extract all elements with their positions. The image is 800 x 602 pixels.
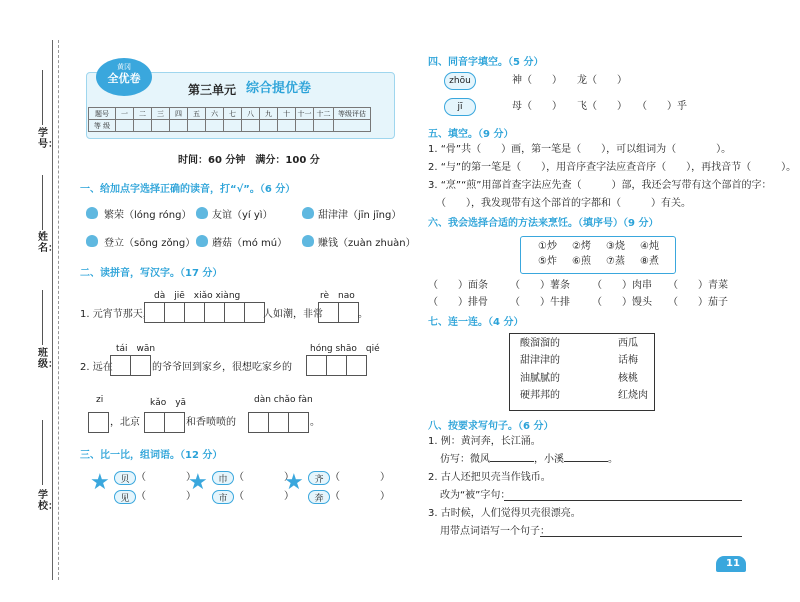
score-header-cell: 十二	[314, 108, 334, 120]
match-left[interactable]: 甜津津的	[520, 355, 560, 366]
match-right[interactable]: 西瓜	[618, 338, 638, 349]
q5-line1: 1. “骨”共（ ）画，第一笔是（ ），可以组词为（ ）。	[428, 144, 732, 155]
q6-blank[interactable]: （ ）排骨	[428, 297, 488, 308]
writing-grid[interactable]	[144, 302, 265, 323]
writing-grid[interactable]	[88, 412, 109, 433]
match-right[interactable]: 核桃	[618, 373, 638, 384]
q4-title: 四、同音字填空。（5 分）	[428, 57, 544, 68]
q6-blank[interactable]: （ ）薯条	[510, 280, 570, 291]
q1-title: 一、给加点字选择正确的读音，打“√”。（6 分）	[80, 184, 296, 195]
q8-imitate: 仿写：微风 ，小溪 。	[440, 454, 618, 465]
score-header-cell: 九	[260, 108, 278, 120]
option: ①炒	[538, 241, 557, 252]
cut-line	[58, 40, 59, 580]
answer-line[interactable]	[504, 500, 742, 501]
score-cell[interactable]	[334, 120, 371, 132]
option: ②烤	[572, 241, 591, 252]
bird-icon	[302, 235, 314, 247]
binding-line	[52, 40, 53, 580]
score-row-label: 等 级	[89, 120, 116, 132]
q8-line3: 3. 古时候，人们觉得贝壳很漂亮。	[428, 508, 581, 519]
score-cell[interactable]	[278, 120, 296, 132]
q6-blank[interactable]: （ ）青菜	[668, 280, 728, 291]
pinyin: kǎo yā	[150, 398, 187, 408]
q8-line1: 1. 例：黄河奔，长江涌。	[428, 436, 541, 447]
match-right[interactable]: 红烧肉	[618, 390, 648, 401]
score-header-cell: 三	[152, 108, 170, 120]
score-cell[interactable]	[242, 120, 260, 132]
q8-line2: 2. 古人还把贝壳当作钱币。	[428, 472, 551, 483]
answer-paren[interactable]: （ ）	[330, 491, 390, 502]
q5-line3b: （ ），我发现带有这个部首的字都和（ ）有关。	[436, 198, 691, 209]
page-title: 综合提优卷	[246, 81, 312, 96]
option: ⑤炸	[538, 256, 557, 267]
bird-icon	[86, 207, 98, 219]
q7-title: 七、连一连。（4 分）	[428, 317, 524, 328]
char-oval: 齐	[308, 471, 330, 485]
q8-line3b: 用带点词语写一个句子：	[440, 526, 550, 537]
score-cell[interactable]	[134, 120, 152, 132]
q5-line3: 3. “烹”“煎”用部首查字法应先查（ ）部，我还会写带有这个部首的字：	[428, 180, 772, 191]
bird-icon	[196, 207, 208, 219]
q6-blank[interactable]: （ ）茄子	[668, 297, 728, 308]
answer-paren[interactable]: （ ）	[136, 472, 196, 483]
option: ③烧	[606, 241, 625, 252]
star-icon: ★	[90, 470, 110, 495]
answer-line[interactable]	[540, 536, 742, 537]
q6-blank[interactable]: （ ）肉串	[592, 280, 652, 291]
pinyin: zi	[96, 395, 104, 405]
score-cell[interactable]	[260, 120, 278, 132]
star-icon: ★	[188, 470, 208, 495]
bird-icon	[302, 207, 314, 219]
match-left[interactable]: 酸溜溜的	[520, 338, 560, 349]
score-cell[interactable]	[206, 120, 224, 132]
q2-line1: 1. 元宵节那天，	[80, 309, 153, 320]
bird-icon	[196, 235, 208, 247]
pinyin: hóng shāo qié	[310, 344, 380, 354]
answer-paren[interactable]: （ ）	[234, 491, 294, 502]
q2-line1-mid: 人如潮，非常	[263, 309, 323, 320]
side-xuexiao: 学校：	[38, 490, 58, 512]
writing-grid[interactable]	[144, 412, 185, 433]
score-header-cell: 八	[242, 108, 260, 120]
answer-line[interactable]	[490, 461, 534, 462]
score-header-cell: 五	[188, 108, 206, 120]
answer-paren[interactable]: （ ）	[330, 472, 390, 483]
q8-line2b: 改为“被”字句：	[440, 490, 511, 501]
score-header-cell: 十	[278, 108, 296, 120]
q3-title: 三、比一比，组词语。（12 分）	[80, 450, 223, 461]
writing-grid[interactable]	[110, 355, 151, 376]
q5-line2: 2. “与”的第一笔是（ ），用音序查字法应查音序（ ），再找音节（ ）。	[428, 162, 797, 173]
q2-title: 二、读拼音，写汉字。（17 分）	[80, 268, 223, 279]
q1-item: 甜津津（jīn jīng）	[318, 210, 402, 221]
match-left[interactable]: 油腻腻的	[520, 373, 560, 384]
q2-line3-end: 。	[310, 417, 320, 428]
q6-blank[interactable]: （ ）牛排	[510, 297, 570, 308]
pinyin: rè nao	[320, 291, 355, 301]
score-header-cell: 四	[170, 108, 188, 120]
pinyin: dàn chǎo fàn	[254, 395, 313, 405]
q6-blank[interactable]: （ ）面条	[428, 280, 488, 291]
q2-line3-mid: 和香喷喷的	[186, 417, 236, 428]
answer-paren[interactable]: （ ）	[234, 472, 294, 483]
q5-title: 五、填空。（9 分）	[428, 129, 514, 140]
pinyin-oval: zhōu	[444, 72, 476, 90]
side-banji: 班级：	[38, 348, 58, 370]
q2-line3: ，北京	[110, 417, 140, 428]
option: ⑥煎	[572, 256, 591, 267]
score-cell[interactable]	[314, 120, 334, 132]
option: ⑦蒸	[606, 256, 625, 267]
q1-item: 蘑菇（mó mú）	[212, 238, 288, 249]
score-header-cell: 一	[116, 108, 134, 120]
score-cell[interactable]	[188, 120, 206, 132]
option: ④炖	[640, 241, 659, 252]
pinyin: dà jiē xiǎo xiàng	[154, 291, 241, 301]
score-table	[88, 107, 371, 132]
score-header-cell: 六	[206, 108, 224, 120]
score-cell[interactable]	[116, 120, 134, 132]
logo: 黄冈 全优卷	[96, 58, 152, 96]
score-cell[interactable]	[170, 120, 188, 132]
option: ⑧煮	[640, 256, 659, 267]
score-header-cell: 七	[224, 108, 242, 120]
char-oval: 见	[114, 490, 136, 504]
q6-blank[interactable]: （ ）馒头	[592, 297, 652, 308]
score-header-cell: 等级评估	[334, 108, 371, 120]
bird-icon	[86, 235, 98, 247]
pinyin: tái wān	[116, 344, 156, 354]
char-oval: 巾	[212, 471, 234, 485]
answer-paren[interactable]: （ ）	[136, 491, 196, 502]
q6-title: 六、我会选择合适的方法来烹饪。（填序号）（9 分）	[428, 218, 659, 229]
q1-item: 友谊（yí yì）	[212, 210, 273, 221]
score-header-cell: 二	[134, 108, 152, 120]
q8-title: 八、按要求写句子。（6 分）	[428, 421, 554, 432]
writing-grid[interactable]	[318, 302, 359, 323]
q4-row1: 神（ ） 龙（ ）	[512, 75, 627, 86]
side-xingming: 姓名：	[38, 232, 58, 254]
unit-label: 第三单元	[188, 83, 237, 97]
page-number: 11	[726, 558, 740, 569]
q1-item: 赚钱（zuàn zhuàn）	[318, 238, 416, 249]
q2-line2-mid: 的爷爷回到家乡，很想吃家乡的	[152, 362, 292, 373]
score-cell[interactable]	[152, 120, 170, 132]
writing-grid[interactable]	[248, 412, 309, 433]
writing-grid[interactable]	[306, 355, 367, 376]
score-header-cell: 十一	[297, 109, 312, 118]
time-score: 时间：60 分钟 满分：100 分	[178, 155, 320, 166]
q2-line1-end: 。	[358, 309, 368, 320]
score-cell[interactable]	[296, 120, 314, 132]
star-icon: ★	[284, 470, 304, 495]
score-cell[interactable]	[224, 120, 242, 132]
q2-line2: 2. 远在	[80, 362, 113, 373]
match-left[interactable]: 硬邦邦的	[520, 390, 560, 401]
char-oval: 奔	[308, 490, 330, 504]
score-header-cell: 题号	[89, 108, 116, 120]
char-oval: 市	[212, 490, 234, 504]
q1-item: 登立（sōng zǒng）	[104, 238, 196, 249]
match-right[interactable]: 话梅	[618, 355, 638, 366]
q4-row2: 母（ ） 飞（ ） （ ）乎	[512, 101, 687, 112]
q1-item: 繁荣（lóng róng）	[104, 210, 192, 221]
answer-line[interactable]	[564, 461, 608, 462]
char-oval: 贝	[114, 471, 136, 485]
side-xuehao: 学号：	[38, 128, 58, 150]
pinyin-oval: jī	[444, 98, 476, 116]
